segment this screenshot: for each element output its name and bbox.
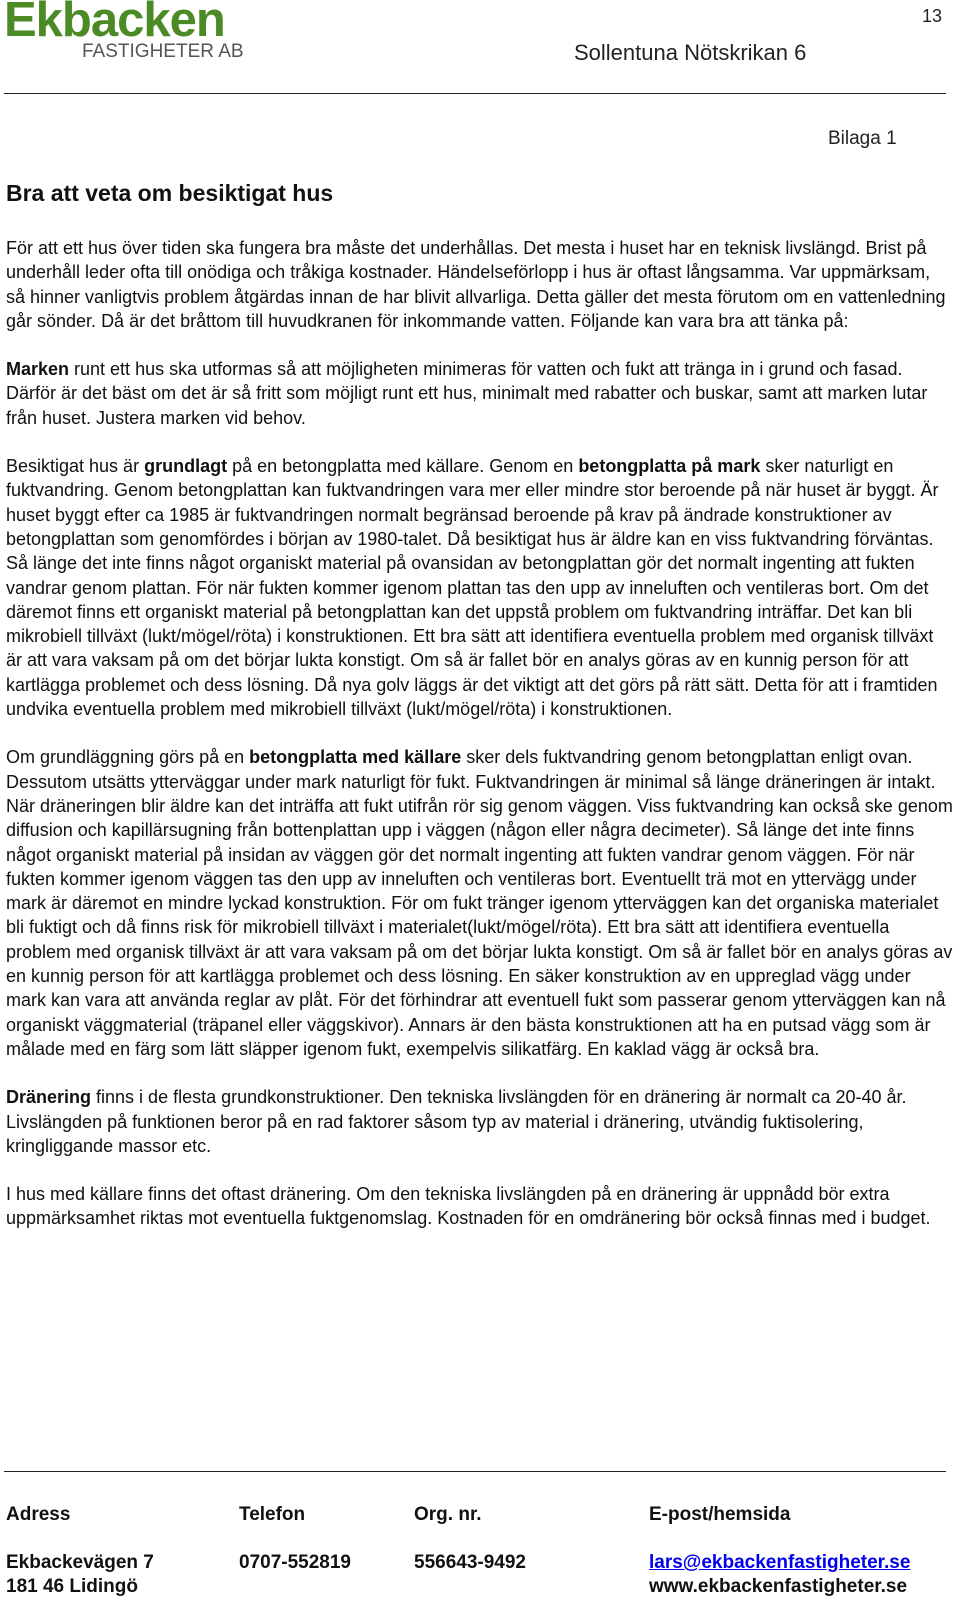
footer bbox=[6, 1503, 956, 1597]
document-body bbox=[6, 236, 954, 1255]
footer-phone bbox=[239, 1503, 351, 1575]
bold-term: betongplatta på mark bbox=[578, 456, 761, 477]
body-paragraph bbox=[6, 1085, 954, 1158]
body-paragraph bbox=[6, 745, 954, 1061]
paragraph-text: finns i de flesta grundkonstruktioner. Den tekniska livslängden för en dränering är normalt ca 20-40 år. Livslängden på funktionen beror på en rad faktorer såsom typ av material i dränering, utvändig fuktisolering, kringliggande massor etc. bbox=[6, 1087, 907, 1156]
body-paragraph bbox=[6, 236, 954, 333]
header-divider bbox=[4, 93, 946, 94]
footer-web bbox=[649, 1503, 910, 1599]
footer-org bbox=[414, 1503, 526, 1575]
footer-web-label: E-post/hemsida bbox=[649, 1504, 791, 1525]
footer-divider bbox=[4, 1471, 946, 1472]
footer-email-link[interactable]: lars@ekbackenfastigheter.se bbox=[649, 1552, 911, 1573]
paragraph-text: på en betongplatta med källare. Genom en bbox=[227, 456, 579, 477]
footer-org-label: Org. nr. bbox=[414, 1504, 482, 1525]
bold-term: Dränering bbox=[6, 1087, 92, 1108]
bold-term: grundlagt bbox=[144, 456, 228, 477]
logo-wordmark: Ekbacken bbox=[4, 0, 225, 47]
body-paragraph bbox=[6, 357, 954, 430]
paragraph-text: I hus med källare finns det oftast dränering. Om den tekniska livslängden på en dränering är uppnådd bör extra uppmärksamhet riktas mot eventuella fuktgenomslag. Kostnaden för en omdränering bör också finnas med i budget. bbox=[6, 1184, 931, 1229]
footer-phone-number: 0707-552819 bbox=[239, 1552, 351, 1573]
document-title: Bra att veta om besiktigat hus bbox=[6, 180, 334, 206]
paragraph-text: För att ett hus över tiden ska fungera bra måste det underhållas. Det mesta i huset har en teknisk livslängd. Brist på underhåll leder ofta till onödiga och tråkiga kostnader. Händelseförlopp i hus är oftast långsamma. Var uppmärksam, så hinner vanligtvis problem åtgärdas innan de har blivit allvarliga. Detta gäller det mesta förutom om en vattenledning går sönder. Då är det bråttom till huvudkranen för inkommande vatten. Följande kan vara bra att tänka på: bbox=[6, 238, 946, 331]
footer-address bbox=[6, 1503, 154, 1599]
bold-term: betongplatta med källare bbox=[249, 747, 462, 768]
logo-subtitle: FASTIGHETER AB bbox=[82, 41, 244, 62]
paragraph-text: Besiktigat hus är bbox=[6, 456, 145, 477]
footer-phone-label: Telefon bbox=[239, 1504, 306, 1525]
property-name: Sollentuna Nötskrikan 6 bbox=[574, 40, 807, 65]
body-paragraph bbox=[6, 1182, 954, 1231]
footer-org-number: 556643-9492 bbox=[414, 1552, 526, 1573]
footer-address-label: Adress bbox=[6, 1504, 71, 1525]
paragraph-text: Om grundläggning görs på en bbox=[6, 747, 250, 768]
paragraph-text: sker dels fuktvandring genom betongplattan enligt ovan. Dessutom utsätts ytterväggar under mark naturligt för fukt. Fuktvandringen är minimal så länge dräneringen är intakt. När dräneringen blir äldre kan det inträffa att fukt utifrån rör sig genom väggen. Viss fuktvandring kan också ske genom diffusion och kapillärsugning från bottenplattan upp i väggen (någon eller några decimeter). Så länge det inte finns något organiskt material på insidan av väggen gör det normalt ingenting att fukten vandrar genom väggen. För när fukten kommer igenom väggen tas den upp av inneluften och ventileras bort. Eventuellt trä mot en yttervägg under mark är däremot en mindre lyckad konstruktion. För om fukt tränger igenom ytterväggen kan det organiska materialet bli fuktigt och då finns risk för mikrobiell tillväxt i materialet(lukt/mögel/röta). Ett bra sätt att identifiera eventuella problem med organisk tillväxt är att vara vaksam på om det börjar lukta konstigt. Om så är fallet bör en analys göras av en kunnig person för att kartlägga problemet och dess lösning. En säker konstruktion av en uppreglad vägg under mark kan vara att använda reglar av plåt. För det förhindrar att eventuell fukt som passerar genom ytterväggen kan nå organiskt väggmaterial (träpanel eller väggskivor). Annars är den bästa konstruktionen att ha en putsad vägg som är målade med en färg som lätt släpper igenom fukt, exempelvis silikatfärg. En kaklad vägg är också bra. bbox=[6, 747, 953, 1059]
footer-city: 181 46 Lidingö bbox=[6, 1576, 138, 1597]
footer-website: www.ekbackenfastigheter.se bbox=[649, 1576, 908, 1597]
appendix-label: Bilaga 1 bbox=[828, 128, 897, 149]
footer-street: Ekbackevägen 7 bbox=[6, 1552, 154, 1573]
company-logo bbox=[4, 0, 334, 66]
paragraph-text: sker naturligt en fuktvandring. Genom betongplattan kan fuktvandringen vara mer eller mindre stor beroende på när huset är byggt. Är huset byggt efter ca 1985 är fuktvandringen normalt begränsad beroende på krav på ändrade konstruktioner av betongplattan som genomfördes i början av 1980-talet. Då besiktigat hus är äldre kan en viss fuktvandring förväntas. Så länge det inte finns något organiskt material på ovansidan av betongplattan gör det normalt ingenting att fukten vandrar genom plattan. För när fukten kommer igenom plattan tas den upp av inneluften och ventileras bort. Om det däremot finns ett organiskt material på betongplattan kan det uppstå problem om fuktvandring inträffar. Det kan bli mikrobiell tillväxt (lukt/mögel/röta) i konstruktionen. Ett bra sätt att identifiera eventuella problem med organisk tillväxt är att vara vaksam på om det börjar lukta konstigt. Om så är fallet bör en analys göras av en kunnig person för att kartlägga problemet och dess lösning. Då nya golv läggs är det viktigt att det görs på rätt sätt. Detta för att i framtiden undvika eventuella problem med mikrobiell tillväxt (lukt/mögel/röta) i konstruktionen. bbox=[6, 456, 939, 720]
page-number: 13 bbox=[921, 6, 942, 26]
body-paragraph bbox=[6, 454, 954, 721]
paragraph-text: runt ett hus ska utformas så att möjligheten minimeras för vatten och fukt att tränga in i grund och fasad. Därför är det bäst om det är så fritt som möjligt runt ett hus, minimalt med rabatter och buskar, samt att marken lutar från huset. Justera marken vid behov. bbox=[6, 359, 928, 428]
bold-term: Marken bbox=[6, 359, 70, 380]
